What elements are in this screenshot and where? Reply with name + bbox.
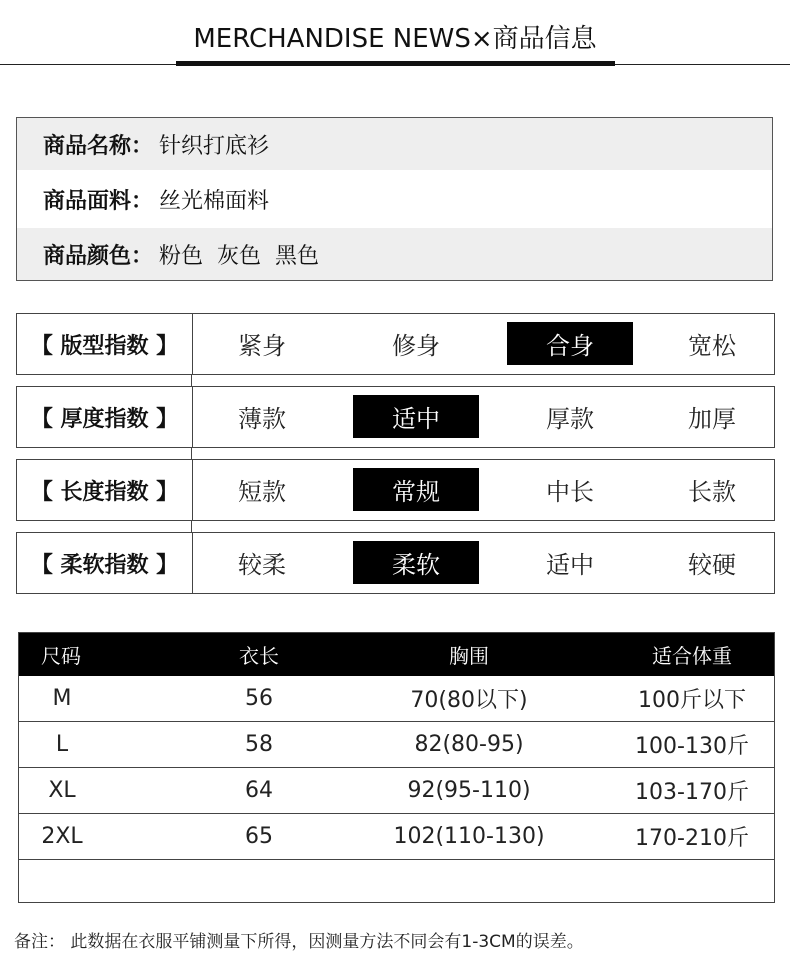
thickness-option: 加厚 <box>688 405 736 433</box>
table-row <box>19 768 774 814</box>
thickness-index-label: 【 厚度指数 】 <box>17 387 193 447</box>
fit-index-label: 【 版型指数 】 <box>17 314 193 374</box>
length-index-label: 【 长度指数 】 <box>17 460 193 520</box>
cell-chest: 82(80-95) <box>414 732 524 757</box>
length-option: 中长 <box>546 478 594 506</box>
product-color-value: 粉色 灰色 黑色 <box>159 243 319 269</box>
product-fabric-row <box>17 173 772 225</box>
page-title: MERCHANDISE NEWS×商品信息 <box>193 24 597 54</box>
header-weight: 适合体重 <box>652 644 732 668</box>
softness-index-row <box>16 532 775 594</box>
product-fabric-value: 丝光棉面料 <box>159 188 270 214</box>
header-size: 尺码 <box>41 644 81 668</box>
cell-length: 58 <box>245 732 273 757</box>
cell-weight: 100斤以下 <box>638 688 746 713</box>
product-info-box <box>16 117 773 281</box>
cell-chest: 70(80以下) <box>410 688 528 713</box>
size-table-header <box>19 633 774 676</box>
table-row <box>19 814 774 860</box>
cell-chest: 102(110-130) <box>393 824 545 849</box>
fit-option: 紧身 <box>238 332 286 360</box>
softness-option: 较柔 <box>238 551 286 579</box>
header-underline <box>176 61 615 66</box>
cell-size: XL <box>48 778 76 803</box>
fit-index-row <box>16 313 775 375</box>
thickness-option: 薄款 <box>238 405 286 433</box>
thickness-option: 厚款 <box>546 405 594 433</box>
cell-size: M <box>52 686 72 711</box>
cell-weight: 170-210斤 <box>635 826 749 851</box>
softness-option-selected: 柔软 <box>353 541 479 584</box>
product-name-value: 针织打底衫 <box>159 133 270 159</box>
length-index-row <box>16 459 775 521</box>
product-color-label: 商品颜色： <box>43 243 154 269</box>
length-option: 长款 <box>688 478 736 506</box>
cell-chest: 92(95-110) <box>407 778 531 803</box>
length-option-selected: 常规 <box>353 468 479 511</box>
fit-option: 修身 <box>392 332 440 360</box>
fit-option: 宽松 <box>688 332 736 360</box>
measurement-note: 备注： 此数据在衣服平铺测量下所得，因测量方法不同会有1-3CM的误差。 <box>14 932 584 952</box>
header-chest: 胸围 <box>449 644 489 668</box>
cell-weight: 100-130斤 <box>635 734 749 759</box>
cell-length: 64 <box>245 778 273 803</box>
cell-length: 65 <box>245 824 273 849</box>
header-length: 衣长 <box>239 644 279 668</box>
thickness-index-row <box>16 386 775 448</box>
product-fabric-label: 商品面料： <box>43 188 154 214</box>
thickness-option-selected: 适中 <box>353 395 479 438</box>
product-color-row <box>17 228 772 280</box>
softness-index-label: 【 柔软指数 】 <box>17 533 193 593</box>
table-row <box>19 676 774 722</box>
cell-size: 2XL <box>41 824 83 849</box>
softness-option: 较硬 <box>688 551 736 579</box>
fit-option-selected: 合身 <box>507 322 633 365</box>
table-row <box>19 722 774 768</box>
product-name-row <box>17 118 772 170</box>
length-option: 短款 <box>238 478 286 506</box>
cell-size: L <box>55 732 69 757</box>
size-table <box>18 632 775 903</box>
cell-length: 56 <box>245 686 273 711</box>
cell-weight: 103-170斤 <box>635 780 749 805</box>
product-name-label: 商品名称： <box>43 133 154 159</box>
softness-option: 适中 <box>546 551 594 579</box>
